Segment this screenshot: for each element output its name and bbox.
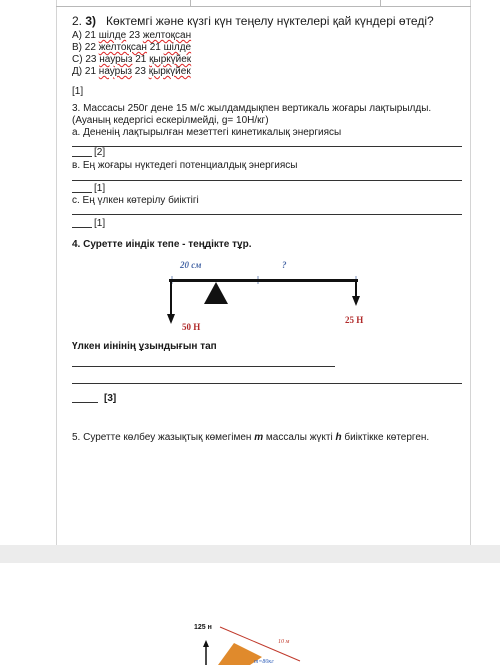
mark-blank: [72, 402, 98, 403]
q2-option-d: Д) 21 наурыз 23 қыркүйек: [72, 66, 191, 77]
q2-option-a: А) 21 шілде 23 желтоқсан: [72, 30, 192, 41]
worksheet-page-2: [0, 563, 500, 665]
lever-diagram: [160, 256, 390, 338]
answer-line: [72, 146, 462, 147]
incline-length-label: 10 м: [278, 639, 290, 645]
lever-beam: [169, 279, 358, 282]
q2-number: 2.: [72, 14, 83, 28]
q4-title: 4. Суретте иіндік тепе - теңдікте тұр.: [72, 239, 252, 250]
q2-mark: [1]: [72, 86, 84, 97]
q5-text: 5. Суретте көлбеу жазықтық көмегімен m массалы жүкті h биіктікке көтерген.: [72, 432, 430, 443]
table-border-top: [56, 6, 471, 7]
q3-a-mark: [2]: [94, 147, 106, 158]
table-border-left: [56, 0, 57, 545]
answer-line: [72, 366, 335, 367]
fulcrum-triangle: [204, 282, 228, 304]
page-gap: [0, 545, 500, 563]
arrow-head-down-icon: [167, 314, 175, 324]
q2-option-c: С) 23 наурыз 21 қыркүйек: [72, 54, 192, 65]
q2-question: [72, 14, 434, 28]
inclined-plane-diagram: [190, 613, 310, 665]
answer-line: [72, 180, 462, 181]
q2-option-b: В) 22 желтоқсан 21 шілде: [72, 42, 192, 53]
lever-right-length-label: ?: [282, 260, 287, 270]
table-divider: [190, 0, 191, 6]
mass-label: m=80кг: [254, 659, 274, 665]
q3-part-a: а. Дененің лақтырылған мезеттегі кинетикалық энергиясы: [72, 127, 342, 138]
q3-text-line1: 3. Массасы 250г дене 15 м/с жылдамдықпен вертикаль жоғары лақтырылды.: [72, 103, 432, 114]
q3-text-line2: (Ауаның кедергісі ескерілмейді, g= 10Н/кг): [72, 115, 269, 126]
answer-line: [72, 214, 462, 215]
mark-blank: [72, 156, 92, 157]
q4-ask: Үлкен иінінің ұзындығын тап: [72, 341, 217, 352]
answer-line: [72, 383, 462, 384]
q3-b-mark: [1]: [94, 183, 106, 194]
mark-blank: [72, 192, 92, 193]
q3-part-c: с. Ең үлкен көтерілу биіктігі: [72, 195, 199, 206]
q2-number-bold: 3): [85, 14, 97, 28]
q4-mark: [3]: [104, 393, 117, 404]
force-right-label: 25 Н: [345, 315, 364, 325]
table-divider: [380, 0, 381, 6]
mark-blank: [72, 227, 92, 228]
q3-c-mark: [1]: [94, 218, 106, 229]
q3-part-b: в. Ең жоғары нүктедегі потенциалдық энергиясы: [72, 160, 298, 171]
arrow-head-up-icon: [203, 640, 209, 647]
force-left-label: 50 Н: [182, 322, 201, 332]
q2-text: Көктемгі және күзгі күн теңелу нүктелері қай күндері өтеді?: [106, 14, 434, 28]
pull-force-label: 125 н: [194, 624, 212, 631]
table-border-right: [470, 0, 471, 545]
arrow-head-down-icon: [352, 296, 360, 306]
lever-left-length-label: 20 см: [180, 260, 202, 270]
